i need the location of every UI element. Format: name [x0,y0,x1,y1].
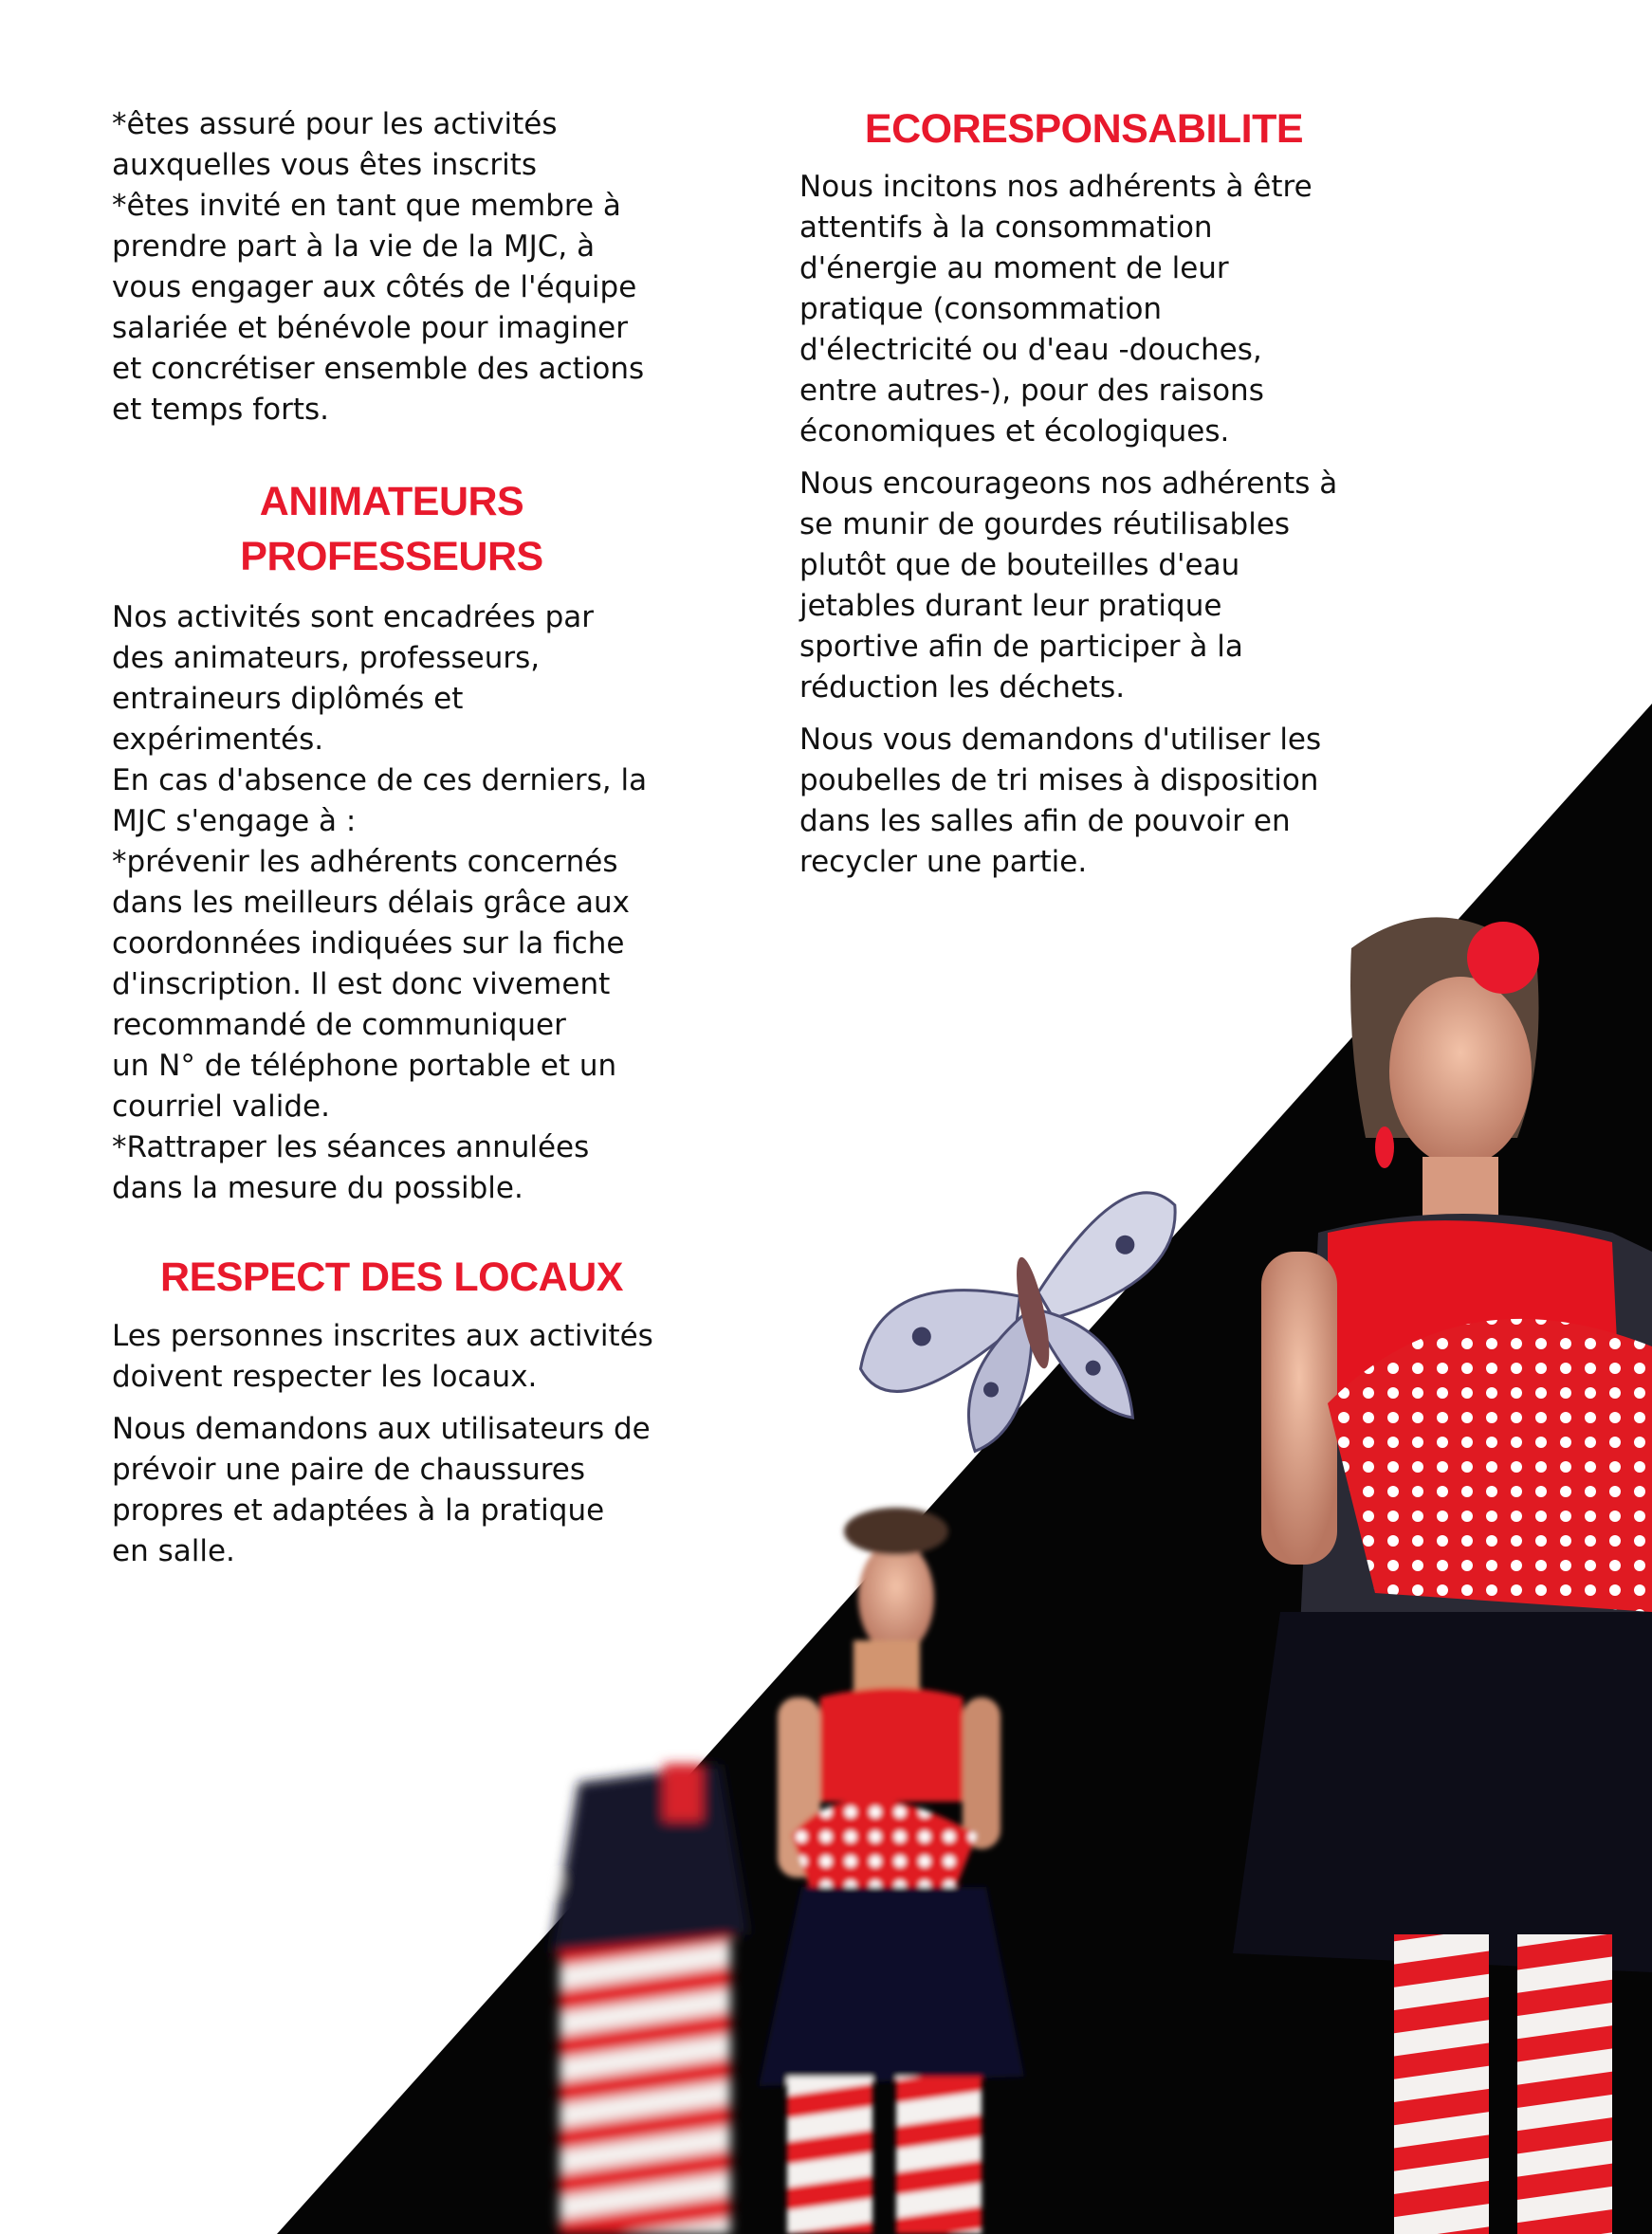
locaux-text-2: Nous demandons aux utilisateurs de prévoir une paire de chaussures propres et adaptées à la pratique en salle. [112,1412,651,1568]
eco-text-1: Nous incitons nos adhérents à être attentifs à la consommation d'énergie au moment de leur pratique (consommation d'électricité ou d'eau -douches, entre autres-), pour des raisons économiques et écologiques. [799,170,1312,449]
eco-text-2: Nous encourageons nos adhérents à se munir de gourdes réutilisables plutôt que de bouteilles d'eau jetables durant leur pratique sportive afin de participer à la réduction les déchets. [799,467,1338,705]
animateurs-text: Nos activités sont encadrées par des animateurs, professeurs, entraineurs diplômés et expérimentés. En cas d'absence de ces derniers, la MJC s'engage à : *prévenir les adhérents concernés dans les meilleurs délais grâce aux coordonnées indiquées sur la fiche d'inscription. Il est donc vivement recommandé de communiquer un N° de téléphone portable et un courriel valide. *Rattraper les séances annulées dans la mesure du possible. [112,600,648,1205]
dancer-far [550,1764,749,2234]
locaux-section [112,1316,719,1572]
animateurs-section [112,597,719,1209]
locaux-text-1: Les personnes inscrites aux activités doivent respecter les locaux. [112,1319,653,1394]
ecoresponsabilite-heading: ECORESPONSABILITE [864,106,1304,152]
membership-benefits-text: *êtes assuré pour les activités auxquelles vous êtes inscrits *êtes invité en tant que membre à prendre part à la vie de la MJC, à vous engager aux côtés de l'équipe salariée et bénévole pour imaginer et concrétiser ensemble des actions et temps forts. [112,107,645,427]
eco-text-3: Nous vous demandons d'utiliser les poubelles de tri mises à disposition dans les salles afin de pouvoir en recycler une partie. [799,723,1322,879]
respect-locaux-heading: RESPECT DES LOCAUX [160,1254,623,1300]
ecoresponsabilite-section [799,167,1406,883]
animateurs-professeurs-heading: ANIMATEURS PROFESSEURS [240,479,543,579]
left-column [112,104,719,430]
